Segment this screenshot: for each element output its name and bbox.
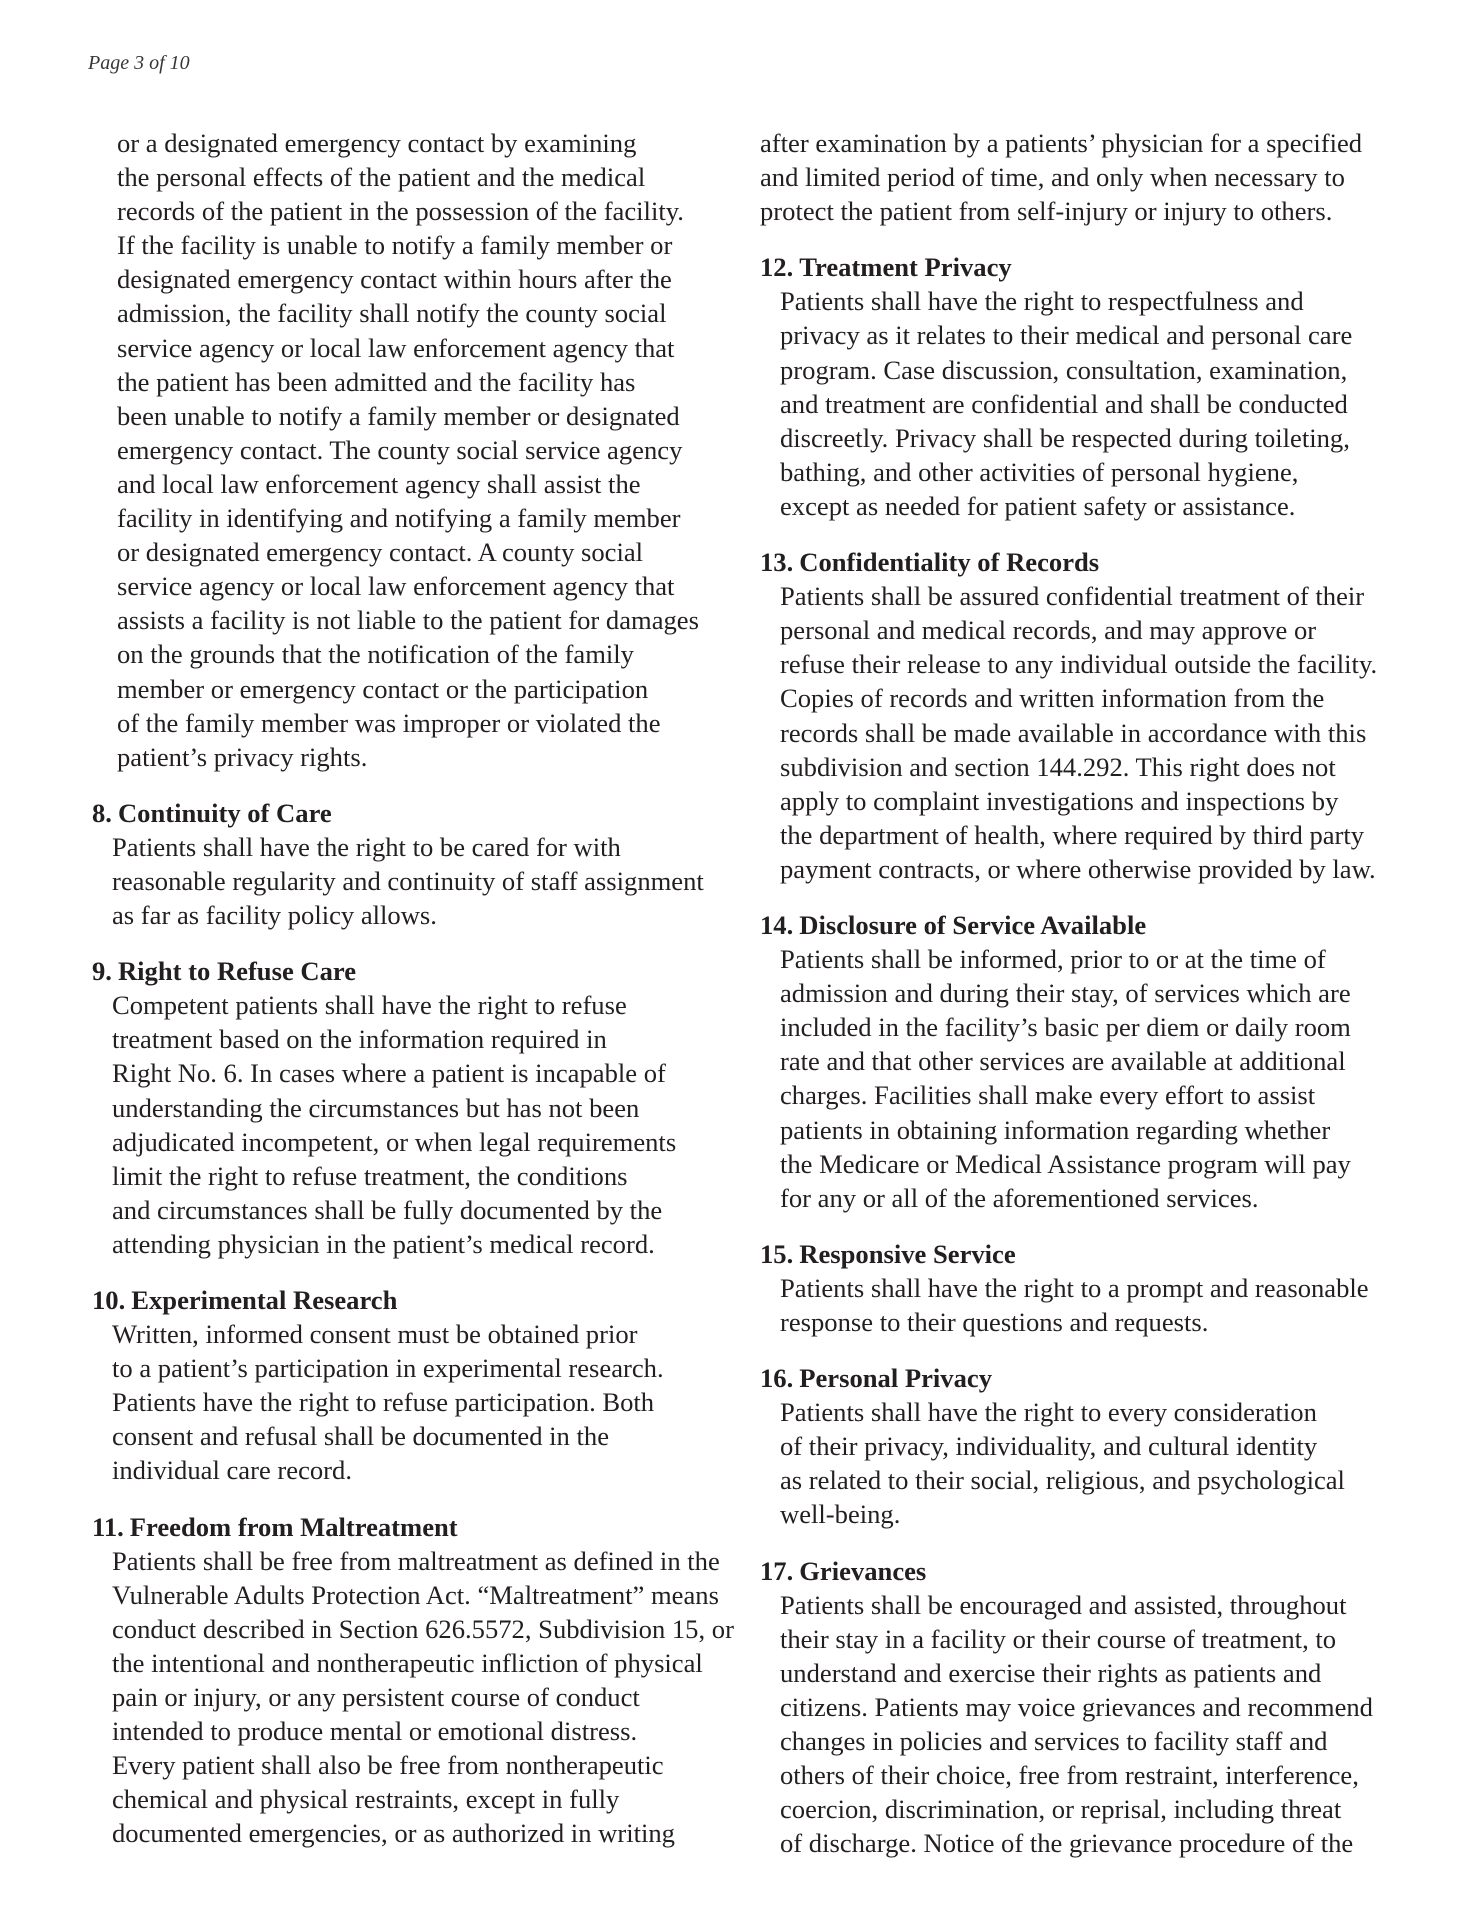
section-number: 10. <box>92 1285 126 1315</box>
section-body: Patients shall be assured confidential treatment of their personal and medical records, and may approve or refuse their release to any individual outside the facility. Copies of records and written information from the records shall be made available in accordance with this subdivision and section 144.292. This right does not apply to complaint investigations and inspections by the department of health, where required by third party payment contracts, or where otherwise provided by law. <box>780 581 1378 884</box>
section-heading <box>760 1361 1410 1395</box>
section-body: Patients shall have the right to be cared for with reasonable regularity and continuity of staff assignment as far as facility policy allows. <box>112 831 704 931</box>
section-heading <box>92 796 742 830</box>
section-grievances <box>760 1554 1410 1861</box>
section-heading <box>92 954 742 988</box>
section-heading <box>92 1510 742 1544</box>
section-number: 15. <box>760 1238 794 1269</box>
section-title: Experimental Research <box>131 1285 398 1315</box>
section-body: Competent patients shall have the right to refuse treatment based on the information required in Right No. 6. In cases where a patient is incapable of understanding the circumstances but has not been adjudicated incompetent, or when legal requirements limit the right to refuse treatment, the conditions and circumstances shall be fully documented by the attending physician in the patient’s medical record. <box>112 990 677 1259</box>
section-heading <box>760 250 1410 284</box>
section-title: Grievances <box>799 1555 927 1586</box>
section-number: 9. <box>92 956 112 987</box>
page-number: Page 3 of 10 <box>88 52 190 74</box>
section-body: Patients shall be free from maltreatment as defined in the Vulnerable Adults Protection Act. “Maltreatment” means conduct described in Section 626.5572, Subdivision 15, or the intentional and nontherapeutic infliction of physical pain or injury, or any persistent course of conduct intended to produce mental or emotional distress. Every patient shall also be free from nontherapeutic chemical and physical restraints, except in fully documented emergencies, or as authorized in writing <box>112 1545 734 1849</box>
section-number: 12. <box>760 252 794 283</box>
section-responsive-service <box>760 1237 1410 1339</box>
section-number: 11. <box>92 1511 124 1542</box>
section-heading <box>92 1283 742 1317</box>
section-title: Continuity of Care <box>117 797 332 828</box>
section-title: Responsive Service <box>799 1238 1016 1269</box>
section-title: Treatment Privacy <box>799 252 1012 283</box>
section-body: Patients shall be encouraged and assisted, throughout their stay in a facility or their course of treatment, to understand and exercise their rights as patients and citizens. Patients may voice grievances and recommend changes in policies and services to facility staff and others of their choice, free from restraint, interference, coercion, discrimination, or reprisal, including threat of discharge. Notice of the grievance procedure of the <box>780 1589 1373 1859</box>
section-heading <box>760 545 1410 579</box>
section-disclosure-of-service <box>760 908 1410 1215</box>
section-heading <box>760 1237 1410 1271</box>
right-column <box>760 126 1410 1860</box>
section-treatment-privacy <box>760 250 1410 523</box>
section-personal-privacy <box>760 1361 1410 1531</box>
section-heading <box>760 908 1410 942</box>
section-experimental-research <box>92 1283 742 1488</box>
section-body: Patients shall be informed, prior to or at the time of admission and during their stay, of services which are included in the facility’s basic per diem or daily room rate and that other services are available at additional charges. Facilities shall make every effort to assist patients in obtaining information regarding whether the Medicare or Medical Assistance program will pay for any or all of the aforementioned services. <box>780 944 1351 1213</box>
section-body: Patients shall have the right to every consideration of their privacy, individuality, and cultural identity as related to their social, religious, and psychological well-being. <box>780 1397 1345 1530</box>
section-number: 16. <box>760 1363 794 1394</box>
section-body: Patients shall have the right to a prompt and reasonable response to their questions and requests. <box>780 1272 1369 1337</box>
left-column <box>92 126 742 1851</box>
section-number: 13. <box>760 547 794 578</box>
continuation-paragraph: or a designated emergency contact by examining the personal effects of the patient and the medical records of the patient in the possession of the facility. If the facility is unable to notify a family member or designated emergency contact within hours after the admission, the facility shall notify the county social service agency or local law enforcement agency that the patient has been admitted and the facility has been unable to notify a family member or designated emergency contact. The county social service agency and local law enforcement agency shall assist the facility in identifying and notifying a family member or designated emergency contact. A county social service agency or local law enforcement agency that assists a facility is not liable to the patient for damages on the grounds that the notification of the family member or emergency contact or the participation of the family member was improper or violated the patient’s privacy rights. <box>117 128 699 772</box>
section-title: Right to Refuse Care <box>117 956 357 987</box>
section-title: Personal Privacy <box>799 1363 993 1394</box>
section-freedom-from-maltreatment <box>92 1510 742 1851</box>
section-right-to-refuse-care <box>92 954 742 1261</box>
section-title: Confidentiality of Records <box>799 547 1100 578</box>
section-number: 14. <box>760 909 794 940</box>
section-heading <box>760 1554 1410 1588</box>
section-title: Freedom from Maltreatment <box>129 1511 458 1542</box>
section-body: Patients shall have the right to respectfulness and privacy as it relates to their medical and personal care program. Case discussion, consultation, examination, and treatment are confidential and shall be conducted discreetly. Privacy shall be respected during toileting, bathing, and other activities of personal hygiene, except as needed for patient safety or assistance. <box>780 286 1353 521</box>
section-continuity-of-care <box>92 796 742 932</box>
section-body: Written, informed consent must be obtained prior to a patient’s participation in experimental research. Patients have the right to refuse participation. Both consent and refusal shall be documented in the individual care record. <box>112 1319 664 1486</box>
section-number: 8. <box>92 797 112 828</box>
section-title: Disclosure of Service Available <box>799 909 1147 940</box>
continuation-paragraph: after examination by a patients’ physician for a specified and limited period of time, and only when necessary to protect the patient from self-injury or injury to others. <box>760 128 1363 227</box>
section-confidentiality-of-records <box>760 545 1410 886</box>
section-number: 17. <box>760 1555 794 1586</box>
